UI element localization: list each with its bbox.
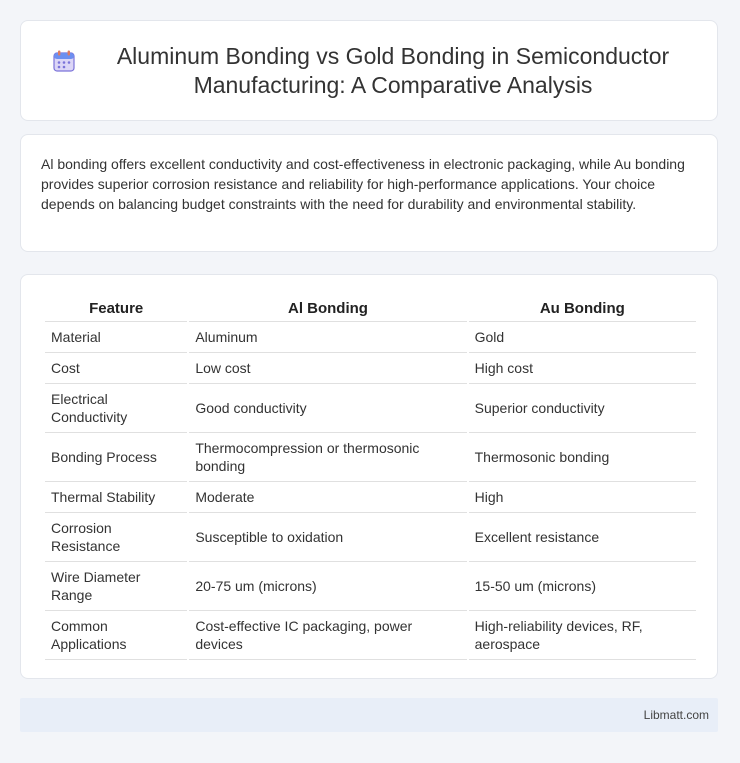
page-title: Aluminum Bonding vs Gold Bonding in Semiconductor Manufacturing: A Comparative Analysis (116, 42, 670, 98)
footer (20, 698, 718, 732)
au-cell: 15-50 um (microns) (469, 562, 696, 611)
au-cell: High cost (469, 353, 696, 384)
au-cell: Thermosonic bonding (469, 433, 696, 482)
au-cell: High (469, 482, 696, 513)
feature-cell: Wire Diameter Range (45, 562, 187, 611)
feature-cell: Bonding Process (45, 433, 187, 482)
au-cell: Superior conductivity (469, 384, 696, 433)
al-cell: Low cost (189, 353, 466, 384)
footer-site-link[interactable]: Libmatt.com (643, 708, 709, 722)
al-cell: Cost-effective IC packaging, power devices (189, 611, 466, 660)
title-card (20, 20, 718, 121)
table-row (45, 384, 696, 433)
header-al-bonding: Al Bonding (189, 295, 466, 322)
summary-text: Al bonding offers excellent conductivity and cost-effectiveness in electronic packaging, while Au bonding provides superior corrosion resistance and reliability for high-performance applications. Your choice depends on balancing budget constraints with the need for durability and environmental stability. (41, 156, 685, 212)
al-cell: Aluminum (189, 322, 466, 353)
summary-card (20, 134, 718, 252)
comparison-table (43, 295, 698, 660)
al-cell: Good conductivity (189, 384, 466, 433)
table-row (45, 322, 696, 353)
au-cell: Gold (469, 322, 696, 353)
al-cell: 20-75 um (microns) (189, 562, 466, 611)
al-cell: Moderate (189, 482, 466, 513)
feature-cell: Common Applications (45, 611, 187, 660)
table-row (45, 611, 696, 660)
feature-cell: Corrosion Resistance (45, 513, 187, 562)
comparison-card (20, 274, 718, 679)
au-cell: High-reliability devices, RF, aerospace (469, 611, 696, 660)
au-cell: Excellent resistance (469, 513, 696, 562)
table-row (45, 513, 696, 562)
feature-cell: Material (45, 322, 187, 353)
header-au-bonding: Au Bonding (469, 295, 696, 322)
al-cell: Thermocompression or thermosonic bonding (189, 433, 466, 482)
table-row (45, 433, 696, 482)
table-row (45, 482, 696, 513)
table-row (45, 562, 696, 611)
feature-cell: Thermal Stability (45, 482, 187, 513)
al-cell: Susceptible to oxidation (189, 513, 466, 562)
feature-cell: Electrical Conductivity (45, 384, 187, 433)
table-row (45, 353, 696, 384)
calendar-icon (51, 48, 77, 74)
feature-cell: Cost (45, 353, 187, 384)
table-header-row (45, 295, 696, 322)
header-feature: Feature (45, 295, 187, 322)
